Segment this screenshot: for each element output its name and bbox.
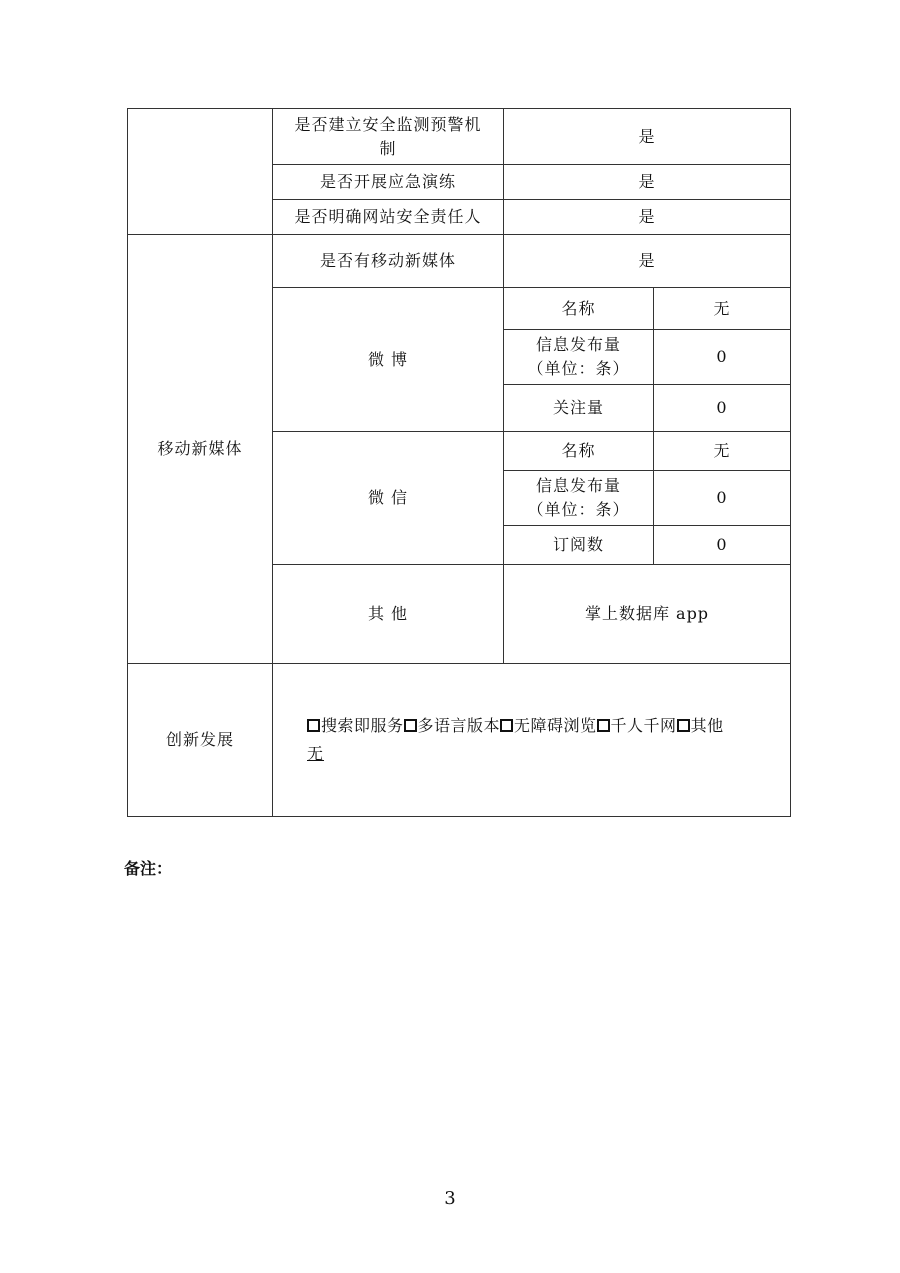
other-media-value: 掌上数据库 app — [504, 565, 791, 664]
option-other[interactable]: 其他 — [677, 716, 724, 735]
weibo-name-label: 名称 — [504, 288, 654, 330]
weibo-posts-label — [504, 330, 654, 385]
checkbox-icon[interactable] — [404, 719, 417, 732]
has-mobile-value: 是 — [504, 235, 791, 288]
innovation-label: 创新发展 — [128, 664, 273, 817]
report-table — [127, 108, 791, 817]
remark-label: 备注： — [124, 859, 173, 878]
other-media-label: 其 他 — [273, 565, 504, 664]
page-number: 3 — [444, 1188, 456, 1209]
option-personalized[interactable]: 千人千网 — [597, 716, 677, 735]
officer-value: 是 — [504, 200, 791, 235]
drill-value: 是 — [504, 165, 791, 200]
monitoring-label: 是否建立安全监测预警机制 — [273, 109, 504, 165]
has-mobile-label: 是否有移动新媒体 — [273, 235, 504, 288]
wechat-subs-label: 订阅数 — [504, 526, 654, 565]
weibo-posts-label-line2: （单位：条） — [527, 359, 630, 378]
wechat-subs-value: 0 — [654, 526, 791, 565]
drill-label: 是否开展应急演练 — [273, 165, 504, 200]
weibo-posts-label-line1: 信息发布量 — [535, 335, 621, 354]
weibo-label: 微 博 — [273, 288, 504, 432]
blank-section-cell — [128, 109, 273, 235]
innovation-options — [273, 664, 791, 817]
checkbox-icon[interactable] — [677, 719, 690, 732]
option-accessibility[interactable]: 无障碍浏览 — [500, 716, 597, 735]
wechat-posts-value: 0 — [654, 471, 791, 526]
wechat-label: 微 信 — [273, 432, 504, 565]
wechat-posts-label-line2: （单位：条） — [527, 500, 630, 519]
option-multilingual[interactable]: 多语言版本 — [404, 716, 501, 735]
wechat-name-label: 名称 — [504, 432, 654, 471]
wechat-posts-label-line1: 信息发布量 — [535, 476, 621, 495]
weibo-name-value: 无 — [654, 288, 791, 330]
weibo-followers-label: 关注量 — [504, 385, 654, 432]
officer-label: 是否明确网站安全责任人 — [273, 200, 504, 235]
wechat-posts-label — [504, 471, 654, 526]
checkbox-icon[interactable] — [597, 719, 610, 732]
wechat-name-value: 无 — [654, 432, 791, 471]
weibo-posts-value: 0 — [654, 330, 791, 385]
checkbox-icon[interactable] — [500, 719, 513, 732]
option-search-service[interactable]: 搜索即服务 — [307, 716, 404, 735]
weibo-followers-value: 0 — [654, 385, 791, 432]
checkbox-icon[interactable] — [307, 719, 320, 732]
mobile-section-label: 移动新媒体 — [128, 235, 273, 664]
innovation-other-value: 无 — [307, 744, 325, 763]
monitoring-value: 是 — [504, 109, 791, 165]
